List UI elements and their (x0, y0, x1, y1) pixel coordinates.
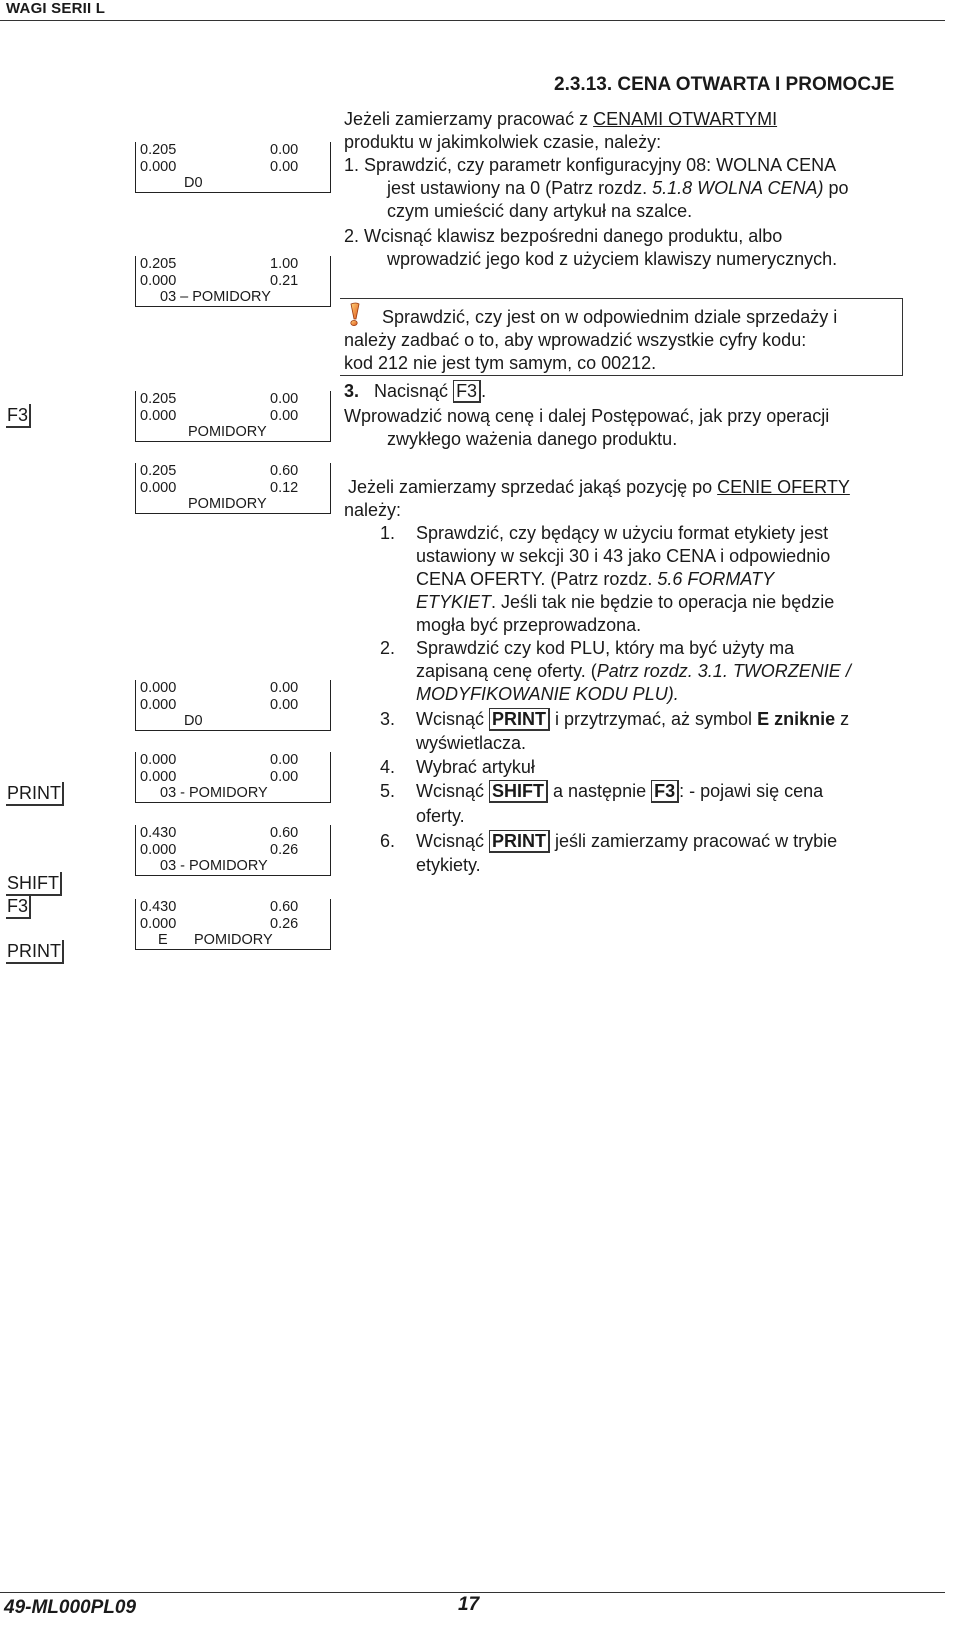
offer-item-5-line-1: Wcisnąć SHIFT a następnie F3 : - pojawi się cena (416, 781, 824, 801)
offer-item-6-num: 6. (380, 831, 396, 851)
scale-display: 0.205 0.60 0.000 0.12 POMIDORY (135, 463, 331, 514)
key-print: PRINT (6, 782, 64, 806)
offer-item-1-line-2: ustawiony w sekcji 30 i 43 jako CENA i odpowiednio (416, 546, 831, 566)
offer-item-1-line-3: CENA OFERTY. (Patrz rozdz. 5.6 FORMATY (416, 569, 775, 589)
offer-item-5-line-2: oferty. (416, 806, 465, 826)
offer-item-4-num: 4. (380, 757, 396, 777)
note-line-2: należy zadbać o to, aby wprowadzić wszystkie cyfry kodu: (344, 330, 807, 350)
print-key-inline: PRINT (489, 708, 550, 731)
step-2-line-1: 2. Wcisnąć klawisz bezpośredni danego produktu, albo (344, 226, 783, 246)
offer-item-2-line-3: MODYFIKOWANIE KODU PLU). (416, 684, 679, 704)
offer-intro: Jeżeli zamierzamy sprzedać jakąś pozycję po CENIE OFERTY (348, 477, 850, 497)
step-1-line-2: jest ustawiony na 0 (Patrz rozdz. 5.1.8 WOLNA CENA) po (387, 178, 849, 198)
step-3-line-1: 3. Nacisnąć F3 . (344, 381, 487, 401)
offer-item-6-line-1: Wcisnąć PRINT jeśli zamierzamy pracować w trybie (416, 831, 838, 851)
offer-item-1-line-1: Sprawdzić, czy będący w użyciu format etykiety jest (416, 523, 829, 543)
offer-item-2-num: 2. (380, 638, 396, 658)
key-shift: SHIFT (6, 872, 62, 896)
header-divider (0, 20, 945, 21)
offer-item-3-line-1: Wcisnąć PRINT i przytrzymać, aż symbol E zniknie z (416, 709, 850, 729)
scale-display: 0.430 0.60 0.000 0.26 E POMIDORY (135, 899, 331, 950)
open-price-intro-2: produktu w jakimkolwiek czasie, należy: (344, 132, 662, 152)
key-f3-second: F3 (6, 895, 31, 919)
offer-intro-2: należy: (344, 500, 402, 520)
step-1-line-3: czym umieścić dany artykuł na szalce. (387, 201, 693, 221)
offer-item-5-num: 5. (380, 781, 396, 801)
note-line-1: Sprawdzić, czy jest on w odpowiednim dziale sprzedaży i (382, 307, 838, 327)
step-3-line-2: Wprowadzić nową cenę i dalej Postępować, jak przy operacji (344, 406, 830, 426)
scale-display: 0.205 1.00 0.000 0.21 03 – POMIDORY (135, 256, 331, 307)
open-price-term: CENAMI OTWARTYMI (593, 109, 778, 129)
page-number: 17 (458, 1594, 480, 1615)
footer-divider (0, 1592, 945, 1593)
f3-key-inline: F3 (651, 780, 679, 803)
open-price-intro: Jeżeli zamierzamy pracować z CENAMI OTWARTYMI (344, 109, 778, 129)
scale-display: 0.000 0.00 0.000 0.00 D0 (135, 680, 331, 731)
key-print-second: PRINT (6, 940, 64, 964)
step-3-line-3: zwykłego ważenia danego produktu. (387, 429, 678, 449)
shift-key-inline: SHIFT (489, 780, 548, 803)
offer-item-2-line-2: zapisaną cenę oferty. (Patrz rozdz. 3.1. TWORZENIE / (416, 661, 851, 681)
offer-item-3-line-2: wyświetlacza. (416, 733, 527, 753)
offer-item-1-line-4: ETYKIET. Jeśli tak nie będzie to operacja nie będzie (416, 592, 835, 612)
note-line-3: kod 212 nie jest tym samym, co 00212. (344, 353, 657, 373)
footer-doc-code: 49-ML000PL09 (4, 1597, 137, 1618)
offer-price-term: CENIE OFERTY (717, 477, 850, 497)
f3-key-inline: F3 (453, 380, 481, 403)
key-f3: F3 (6, 404, 31, 428)
scale-display: 0.000 0.00 0.000 0.00 03 - POMIDORY (135, 752, 331, 803)
print-key-inline: PRINT (489, 830, 550, 853)
offer-item-1-line-5: mogła być przeprowadzona. (416, 615, 642, 635)
header-title: WAGI SERII L (6, 0, 106, 17)
offer-item-6-line-2: etykiety. (416, 855, 481, 875)
scale-display: 0.430 0.60 0.000 0.26 03 - POMIDORY (135, 825, 331, 876)
scale-display: 0.205 0.00 0.000 0.00 D0 (135, 142, 331, 193)
step-1-line-1: 1. Sprawdzić, czy parametr konfiguracyjny 08: WOLNA CENA (344, 155, 837, 175)
scale-display: 0.205 0.00 0.000 0.00 POMIDORY (135, 391, 331, 442)
section-title: 2.3.13. CENA OTWARTA I PROMOCJE (554, 74, 895, 95)
step-2-line-2: wprowadzić jego kod z użyciem klawiszy numerycznych. (387, 249, 838, 269)
offer-item-2-line-1: Sprawdzić czy kod PLU, który ma być użyty ma (416, 638, 795, 658)
offer-item-4-line-1: Wybrać artykuł (416, 757, 535, 777)
offer-item-3-num: 3. (380, 709, 396, 729)
offer-item-1-num: 1. (380, 523, 396, 543)
